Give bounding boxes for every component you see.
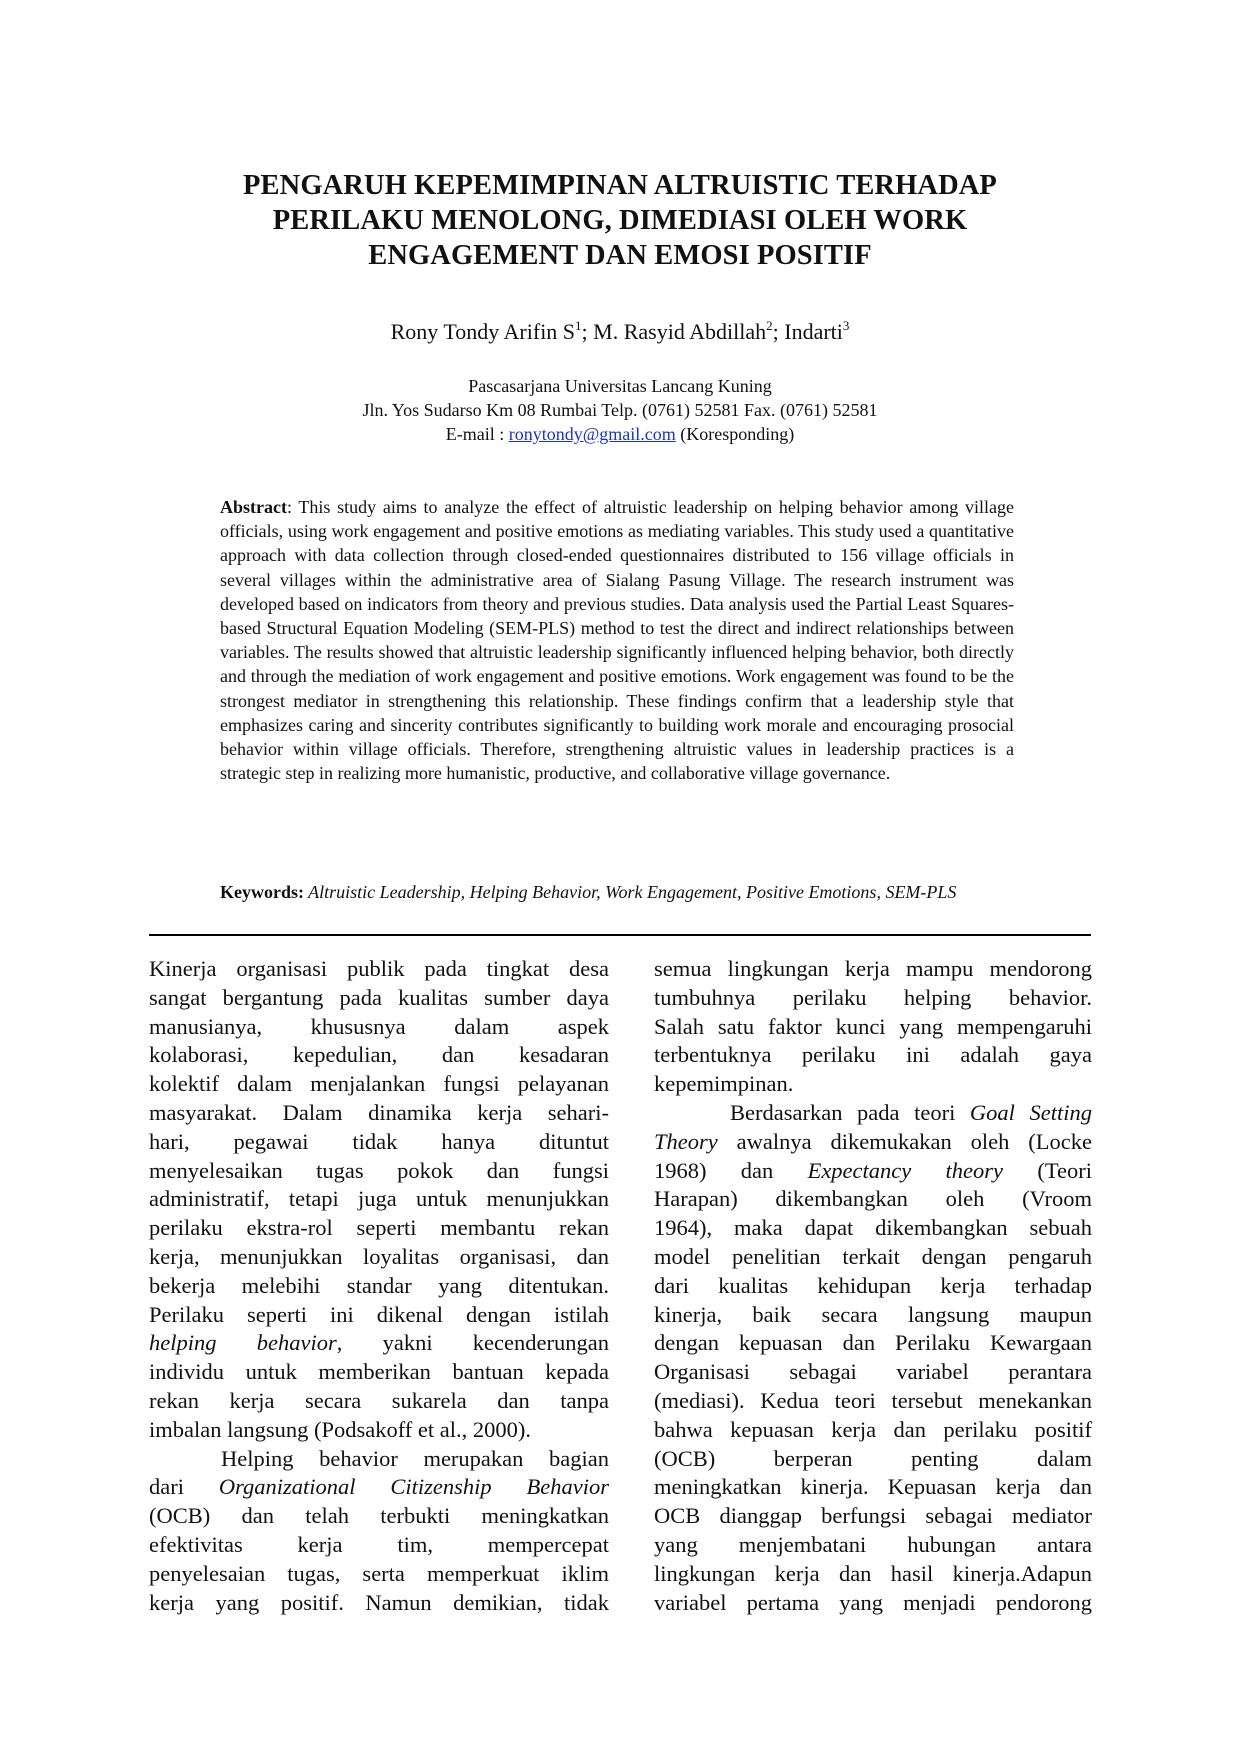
text-line: administratif, tetapi juga untuk menunjukkan — [149, 1186, 609, 1212]
text-line — [149, 1473, 609, 1502]
text-line: semua lingkungan kerja mampu mendorong — [654, 956, 1092, 981]
title-line: PENGARUH KEPEMIMPINAN ALTRUISTIC TERHADAP — [243, 170, 997, 201]
address: Jln. Yos Sudarso Km 08 Rumbai Telp. (0761) 52581 Fax. (0761) 52581 — [362, 400, 878, 420]
text-line — [149, 1329, 609, 1358]
paragraph — [149, 1445, 609, 1618]
text-line — [654, 1099, 1092, 1128]
text-line — [654, 1128, 1092, 1157]
author-name: Rony Tondy Arifin S — [390, 319, 576, 344]
text-line: bekerja melebihi standar yang ditentukan. — [149, 1272, 609, 1298]
keywords-label: Keywords: — [220, 882, 304, 902]
text-line: imbalan langsung (Podsakoff et al., 2000). — [149, 1416, 532, 1442]
text-line: variabel pertama yang menjadi pendorong — [654, 1589, 1092, 1615]
email-link[interactable]: ronytondy@gmail.com — [508, 424, 676, 444]
text-line: individu untuk memberikan bantuan kepada — [149, 1359, 609, 1385]
text-line: 1964), maka dapat dikembangkan sebuah — [654, 1215, 1092, 1241]
text-line: model penelitian terkait dengan pengaruh — [654, 1243, 1092, 1269]
section-divider — [149, 934, 1091, 936]
text-line: OCB dianggap berfungsi sebagai mediator — [654, 1503, 1092, 1529]
paragraph — [654, 955, 1092, 1099]
keywords-text: Altruistic Leadership, Helping Behavior, Work Engagement, Positive Emotions, SEM-PLS — [304, 882, 957, 902]
institution: Pascasarjana Universitas Lancang Kuning — [468, 376, 772, 396]
text-fragment: (Teori — [1003, 1157, 1092, 1183]
text-line: tumbuhnya perilaku helping behavior. — [654, 984, 1092, 1010]
italic-term: Theory — [654, 1128, 718, 1154]
text-line: Helping behavior merupakan bagian — [221, 1445, 609, 1471]
text-line: efektivitas kerja tim, mempercepat — [149, 1531, 609, 1557]
title-line: ENGAGEMENT DAN EMOSI POSITIF — [368, 240, 872, 271]
text-line: (OCB) dan telah terbukti meningkatkan — [149, 1503, 609, 1529]
text-line: penyelesaian tugas, serta memperkuat iklim — [149, 1560, 609, 1586]
paragraph — [654, 1099, 1092, 1617]
text-line: kerja, menunjukkan loyalitas organisasi, dan — [149, 1243, 609, 1269]
text-line: (OCB) berperan penting dalam — [654, 1445, 1092, 1471]
text-line: dengan kepuasan dan Perilaku Kewargaan — [654, 1330, 1092, 1356]
body-column-left — [149, 955, 609, 1617]
text-line: kolektif dalam menjalankan fungsi pelayanan — [149, 1071, 609, 1097]
affiliation-block — [150, 374, 1090, 446]
text-line: rekan kerja secara sukarela dan tanpa — [149, 1387, 609, 1413]
text-line: Kinerja organisasi publik pada tingkat desa — [149, 956, 609, 981]
text-line: masyarakat. Dalam dinamika kerja sehari- — [149, 1099, 609, 1125]
text-line: dari kualitas kehidupan kerja terhadap — [654, 1272, 1092, 1298]
paragraph — [149, 955, 609, 1445]
text-line: kerja yang positif. Namun demikian, tidak — [149, 1589, 609, 1615]
email-prefix: E-mail : — [445, 424, 509, 444]
text-line: Perilaku seperti ini dikenal dengan istilah — [149, 1301, 609, 1327]
text-fragment: dari — [149, 1474, 219, 1500]
author-separator: ; — [581, 319, 594, 344]
author-affiliation-mark: 3 — [842, 318, 850, 333]
text-fragment: awalnya dikemukakan oleh (Locke — [717, 1128, 1092, 1154]
text-line: perilaku ekstra-rol seperti membantu rekan — [149, 1215, 609, 1241]
text-line: Harapan) dikembangkan oleh (Vroom — [654, 1186, 1092, 1212]
text-line: sangat bergantung pada kualitas sumber daya — [149, 984, 609, 1010]
email-suffix: (Koresponding) — [675, 424, 795, 444]
text-fragment: , yakni kecenderungan — [336, 1330, 609, 1356]
text-line: yang menjembatani hubungan antara — [654, 1531, 1092, 1557]
text-line: meningkatkan kinerja. Kepuasan kerja dan — [654, 1474, 1092, 1500]
text-line — [654, 1157, 1092, 1186]
author-name: Indarti — [784, 319, 843, 344]
text-fragment: Berdasarkan pada teori — [730, 1099, 970, 1125]
keywords — [220, 880, 1014, 904]
italic-term: Goal Setting — [969, 1099, 1092, 1125]
text-line: lingkungan kerja dan hasil kinerja.Adapun — [654, 1560, 1092, 1586]
abstract — [220, 495, 1014, 785]
abstract-text: : This study aims to analyze the effect of altruistic leadership on helping behavior among village officials, using work engagement and positive emotions as mediating variables. This study used a quantitative approach with data collection through closed-ended questionnaires distributed to 156 village officials in several villages within the administrative area of Sialang Pasung Village. The research instrument was developed based on indicators from theory and previous studies. Data analysis used the Partial Least Squares-based Structural Equation Modeling (SEM-PLS) method to test the direct and indirect relationships between variables. The results showed that altruistic leadership significantly influenced helping behavior, both directly and through the mediation of work engagement and positive emotions. Work engagement was found to be the strongest mediator in strengthening this relationship. These findings confirm that a leadership style that emphasizes caring and sincerity contributes significantly to building work morale and encouraging prosocial behavior within village officials. Therefore, strengthening altruistic values in leadership practices is a strategic step in realizing more humanistic, productive, and collaborative village governance. — [220, 497, 1014, 784]
text-line: Salah satu faktor kunci yang mempengaruhi — [654, 1013, 1092, 1039]
text-line: kinerja, baik secara langsung maupun — [654, 1301, 1092, 1327]
author-separator: ; — [772, 319, 785, 344]
italic-term: Organizational Citizenship Behavior — [218, 1474, 610, 1500]
text-line: menyelesaikan tugas pokok dan fungsi — [149, 1157, 609, 1183]
author-affiliation-mark: 1 — [575, 318, 582, 333]
text-line: kepemimpinan. — [654, 1071, 794, 1097]
paper-title — [150, 168, 1090, 273]
author-affiliation-mark: 2 — [766, 318, 773, 333]
italic-term: helping behavior — [149, 1330, 337, 1356]
email-line — [150, 422, 1090, 446]
text-line: (mediasi). Kedua teori tersebut menekankan — [654, 1387, 1092, 1413]
text-line: manusianya, khususnya dalam aspek — [149, 1013, 609, 1039]
body-column-right — [654, 955, 1092, 1617]
text-fragment: 1968) dan — [654, 1157, 808, 1183]
author-list — [150, 318, 1090, 346]
title-line: PERILAKU MENOLONG, DIMEDIASI OLEH WORK — [272, 205, 968, 236]
abstract-label: Abstract — [220, 497, 287, 517]
text-line: bahwa kepuasan kerja dan perilaku positif — [654, 1416, 1092, 1442]
author-name: M. Rasyid Abdillah — [593, 319, 767, 344]
text-line: kolaborasi, kepedulian, dan kesadaran — [149, 1042, 609, 1068]
text-line: Organisasi sebagai variabel perantara — [654, 1359, 1092, 1385]
italic-term: Expectancy theory — [807, 1157, 1004, 1183]
text-line: hari, pegawai tidak hanya dituntut — [149, 1128, 609, 1154]
text-line: terbentuknya perilaku ini adalah gaya — [654, 1042, 1092, 1068]
